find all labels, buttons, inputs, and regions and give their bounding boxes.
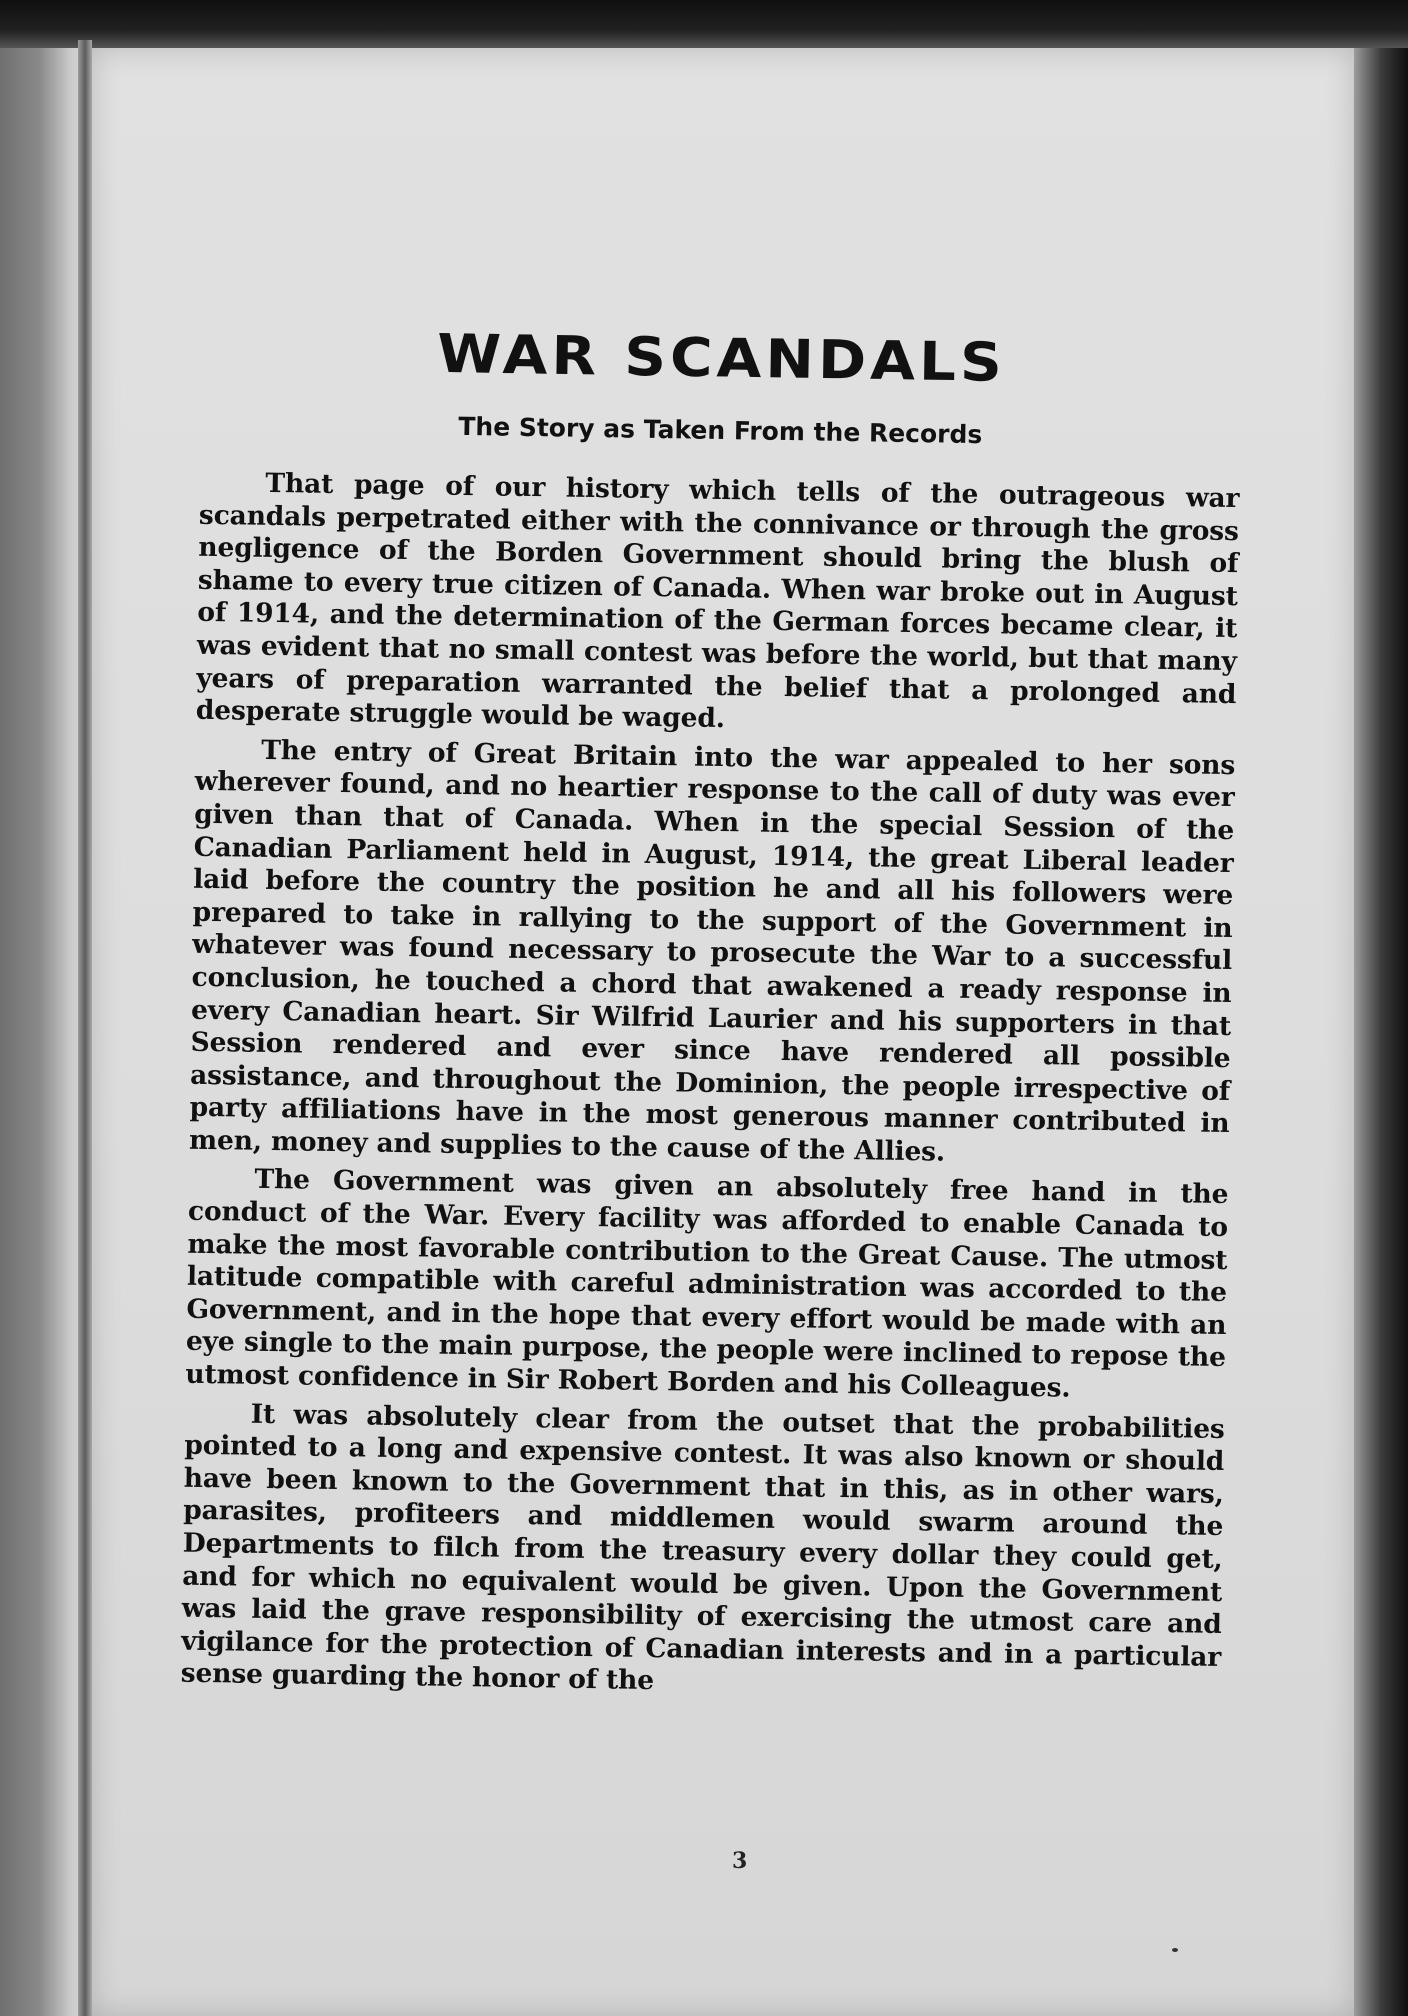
book-page xyxy=(92,48,1354,2016)
page-title: WAR SCANDALS xyxy=(436,322,1007,394)
book-spine-fold xyxy=(78,40,92,2016)
scan-right-edge xyxy=(1354,48,1408,2016)
page-number: 3 xyxy=(732,1848,748,1874)
paragraph-1: That page of our history which tells of the outrageous war scandals perpetrated either with the connivance or through the gross negligence of the Borden Government should bring the blush of shame to every true citizen of Canada. When war broke out in August of 1914, and the determination of the German forces became clear, it was evident that no small contest was before the world, but that many years of preparation warranted the belief that a prolonged and desperate struggle would be waged. xyxy=(195,467,1240,735)
page-text-block xyxy=(180,316,1242,1713)
paragraph-2: The entry of Great Britain into the war appealed to her sons wherever found, and no heartier response to the call of duty was ever given than that of Canada. When in the special Session of the Canadian Parliament held in August, 1914, the great Liberal leader laid before the country the position he and all his followers were prepared to take in rallying to the support of the Government in whatever was found necessary to prosecute the War to a successful conclusion, he touched a chord that awakened a ready response in every Canadian heart. Sir Wilfrid Laurier and his supporters in that Session rendered and ever since have rendered all possible assistance, and throughout the Dominion, the people irrespective of party affiliations have in the most generous manner contributed in men, money and supplies to the cause of the Allies. xyxy=(188,734,1236,1168)
dust-speck xyxy=(1172,1948,1178,1952)
paragraph-3: The Government was given an absolutely free hand in the conduct of the War. Every facility was afforded to enable Canada to make the most favorable contribution to the Great Cause. The utmost latitude compatible with careful administration was accorded to the Government, and in the hope that every effort would be made with an eye single to the main purpose, the people were inclined to repose the utmost confidence in Sir Robert Borden and his Colleagues. xyxy=(185,1164,1229,1404)
scan-top-edge xyxy=(0,0,1408,48)
paragraph-4: It was absolutely clear from the outset that the probabilities pointed to a long and expensive contest. It was also known or should have been known to the Government that in this, as in other wars, parasites, profiteers and middlemen would swarm around the Departments to filch from the treasury every dollar they could get, and for which no equivalent would be given. Upon the Government was laid the grave responsibility of exercising the utmost care and vigilance for the protection of Canadian interests and in a particular sense guarding the honor of the xyxy=(180,1398,1225,1697)
page-subtitle: The Story as Taken From the Records xyxy=(458,411,983,450)
